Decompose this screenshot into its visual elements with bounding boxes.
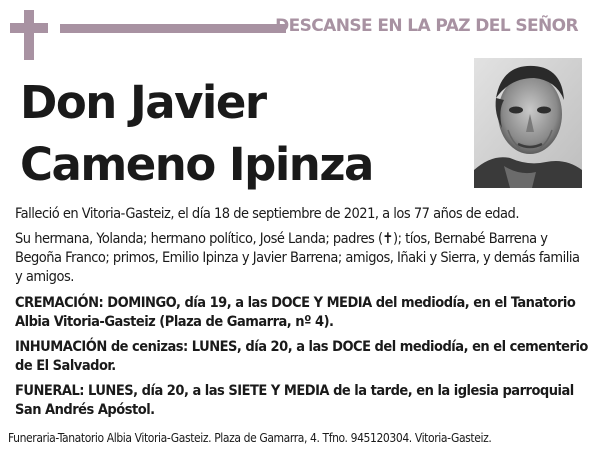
- funeral-home-footer: Funeraria-Tanatorio Albia Vitoria-Gasteiz. Plaza de Gamarra, 4. Tfno. 945120304. Vitoria-Gasteiz.: [8, 431, 492, 445]
- header-rule: [60, 24, 286, 33]
- family-paragraph: Su hermana, Yolanda; hermano político, José Landa; padres (✝); tíos, Bernabé Barrena y Begoña Franco; primos, Emilio Ipinza y Javier Barrena; amigos, Iñaki y Sierra, y demás familia y amigos.: [15, 231, 580, 285]
- latin-cross-icon: [24, 10, 34, 60]
- deceased-name-line2: Cameno Ipinza: [20, 138, 373, 191]
- deceased-name-line1: Don Javier: [20, 76, 266, 129]
- cremation-paragraph: CREMACIÓN: DOMINGO, día 19, a las DOCE Y MEDIA del mediodía, en el Tanatorio Albia Vitoria-Gasteiz (Plaza de Gamarra, nº 4).: [15, 295, 576, 330]
- death-notice-line: Falleció en Vitoria-Gasteiz, el día 18 de septiembre de 2021, a los 77 años de edad.: [15, 206, 519, 222]
- latin-cross-icon-bar: [10, 23, 48, 33]
- funeral-paragraph: FUNERAL: LUNES, día 20, a las SIETE Y MEDIA de la tarde, en la iglesia parroquial San Andrés Apóstol.: [15, 383, 574, 418]
- portrait-photo: [474, 58, 582, 188]
- burial-paragraph: INHUMACIÓN de cenizas: LUNES, día 20, a las DOCE del mediodía, en el cementerio de El Salvador.: [15, 339, 588, 374]
- header-caption: DESCANSE EN LA PAZ DEL SEÑOR: [275, 16, 578, 36]
